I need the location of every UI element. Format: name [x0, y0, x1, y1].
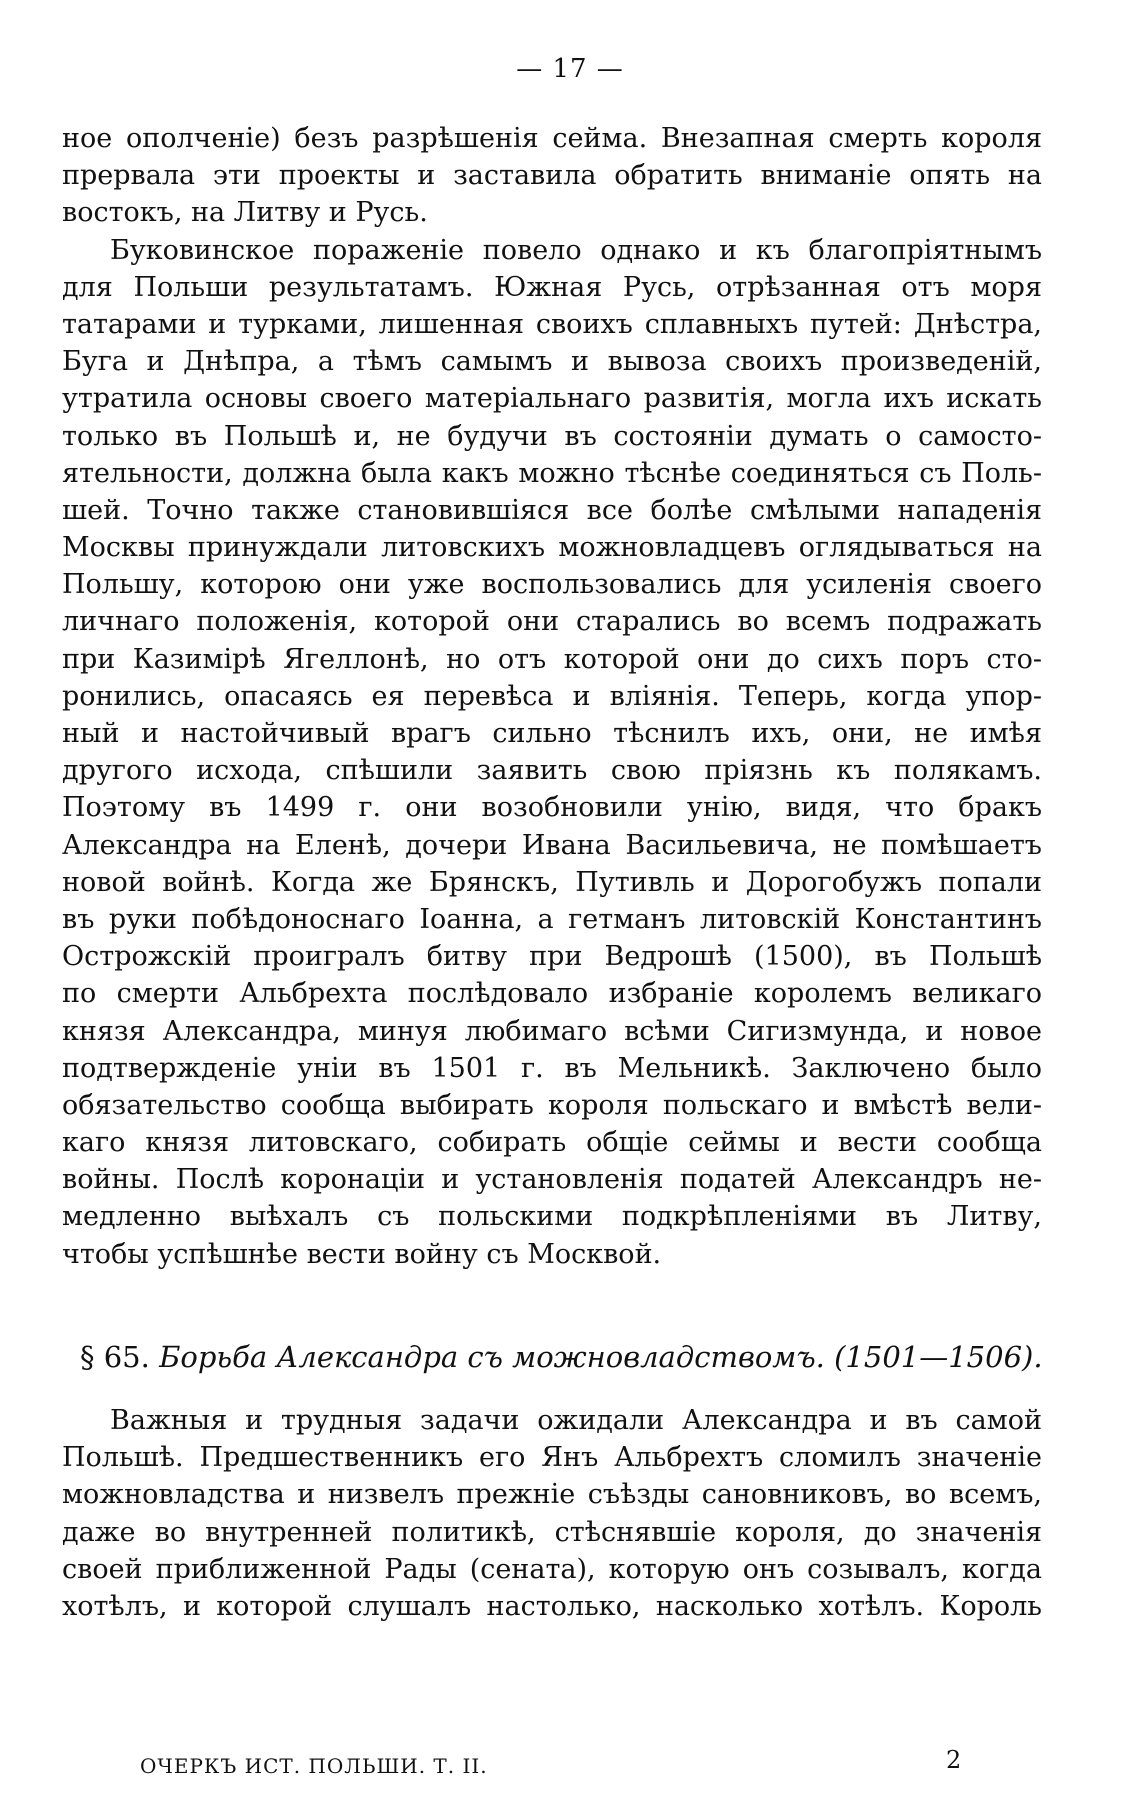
- text-line: востокъ, на Литву и Русь.: [62, 197, 428, 229]
- text-line: своей приближенной Рады (сената), которую онъ созывалъ, когда: [62, 1553, 1042, 1585]
- text-line: Важныя и трудныя задачи ожидали Александра и въ самой: [110, 1405, 1042, 1436]
- text-line: Поэтому въ 1499 г. они возобновили унію, видя, что бракъ: [62, 792, 1042, 824]
- section-text-block: [62, 1402, 1042, 1625]
- page-number: — 17 —: [516, 54, 624, 84]
- text-line: Александра на Еленѣ, дочери Ивана Васильевича, не помѣшаетъ: [62, 829, 1042, 861]
- text-line: обязательство сообща выбирать короля польскаго и вмѣстѣ вели-: [62, 1089, 1042, 1121]
- text-line: по смерти Альбрехта послѣдовало избраніе королемъ великаго: [62, 978, 1042, 1010]
- signature-mark: ОЧЕРКЪ ИСТ. ПОЛЬШИ. Т. II.: [140, 1754, 488, 1778]
- text-line: войны. Послѣ коронаціи и установленія податей Александръ не-: [62, 1164, 1042, 1196]
- text-line: новой войнѣ. Когда же Брянскъ, Путивль и Дорогобужъ попали: [62, 866, 1042, 898]
- text-line: ное ополченіе) безъ разрѣшенія сейма. Внезапная смерть короля: [62, 123, 1042, 154]
- text-line: можновладства и низвелъ прежніе съѣзды сановниковъ, во всемъ,: [62, 1479, 1042, 1511]
- text-line: каго князя литовскаго, собирать общіе сеймы и вести сообща: [62, 1127, 1042, 1159]
- text-line: для Польши результатамъ. Южная Русь, отрѣзанная отъ моря: [62, 271, 1042, 303]
- text-line: Москвы принуждали литовскихъ можновладцевъ оглядываться на: [62, 532, 1042, 564]
- text-line: личнаго положенія, которой они старались во всемъ подражать: [62, 606, 1042, 638]
- text-line: только въ Польшѣ и, не будучи въ состояніи думать о самосто-: [62, 420, 1042, 452]
- text-line: Буга и Днѣпра, а тѣмъ самымъ и вывоза своихъ произведеній,: [62, 346, 1042, 378]
- text-line: Буковинское пораженіе повело однако и къ благопріятнымъ: [110, 234, 1042, 266]
- text-line: при Казимірѣ Ягеллонѣ, но отъ которой они до сихъ поръ сто-: [62, 643, 1042, 675]
- paragraph-continued: [62, 120, 1042, 232]
- text-line: въ руки побѣдоноснаго Іоанна, а гетманъ литовскій Константинъ: [62, 903, 1042, 935]
- text-line: ятельности, должна была какъ можно тѣснѣе соединяться съ Поль-: [62, 457, 1042, 489]
- text-line: Острожскій проигралъ битву при Ведрошѣ (1500), въ Польшѣ: [62, 941, 1042, 973]
- main-text-block: [62, 120, 1042, 1273]
- text-line: ный и настойчивый врагъ сильно тѣснилъ ихъ, они, не имѣя: [62, 718, 1042, 749]
- text-line: татарами и турками, лишенная своихъ сплавныхъ путей: Днѣстра,: [62, 308, 1042, 340]
- text-line: чтобы успѣшнѣе вести войну съ Москвой.: [62, 1238, 662, 1270]
- text-line: медленно выѣхалъ съ польскими подкрѣпленіями въ Литву,: [62, 1201, 1042, 1233]
- section-number: § 65.: [80, 1340, 150, 1374]
- text-line: прервала эти проекты и заставила обратить вниманіе опять на: [62, 160, 1042, 192]
- text-line: Польшу, которою они уже воспользовались для усиленія своего: [62, 569, 1042, 601]
- paragraph: [62, 1402, 1042, 1625]
- sheet-number: 2: [946, 1746, 962, 1774]
- text-line: другого исхода, спѣшили заявить свою пріязнь къ полякамъ.: [62, 755, 1042, 787]
- text-line: хотѣлъ, и которой слушалъ настолько, насколько хотѣлъ. Король: [62, 1590, 1042, 1622]
- text-line: подтвержденіе уніи въ 1501 г. въ Мельникѣ. Заключено было: [62, 1052, 1042, 1084]
- section-title: Борьба Александра съ можновладствомъ. (1501—1506).: [159, 1340, 1043, 1374]
- text-line: шей. Точно также становившіяся все болѣе смѣлыми нападенія: [62, 494, 1042, 526]
- text-line: ронились, опасаясь ея перевѣса и вліянія. Теперь, когда упор-: [62, 680, 1042, 712]
- text-line: Польшѣ. Предшественникъ его Янъ Альбрехтъ сломилъ значеніе: [62, 1442, 1042, 1474]
- text-line: князя Александра, минуя любимаго всѣми Сигизмунда, и новое: [62, 1015, 1042, 1047]
- text-line: утратила основы своего матеріальнаго развитія, могла ихъ искать: [62, 383, 1042, 415]
- section-heading: [80, 1340, 1080, 1374]
- text-line: даже во внутренней политикѣ, стѣснявшіе короля, до значенія: [62, 1516, 1042, 1548]
- paragraph: [62, 232, 1042, 1273]
